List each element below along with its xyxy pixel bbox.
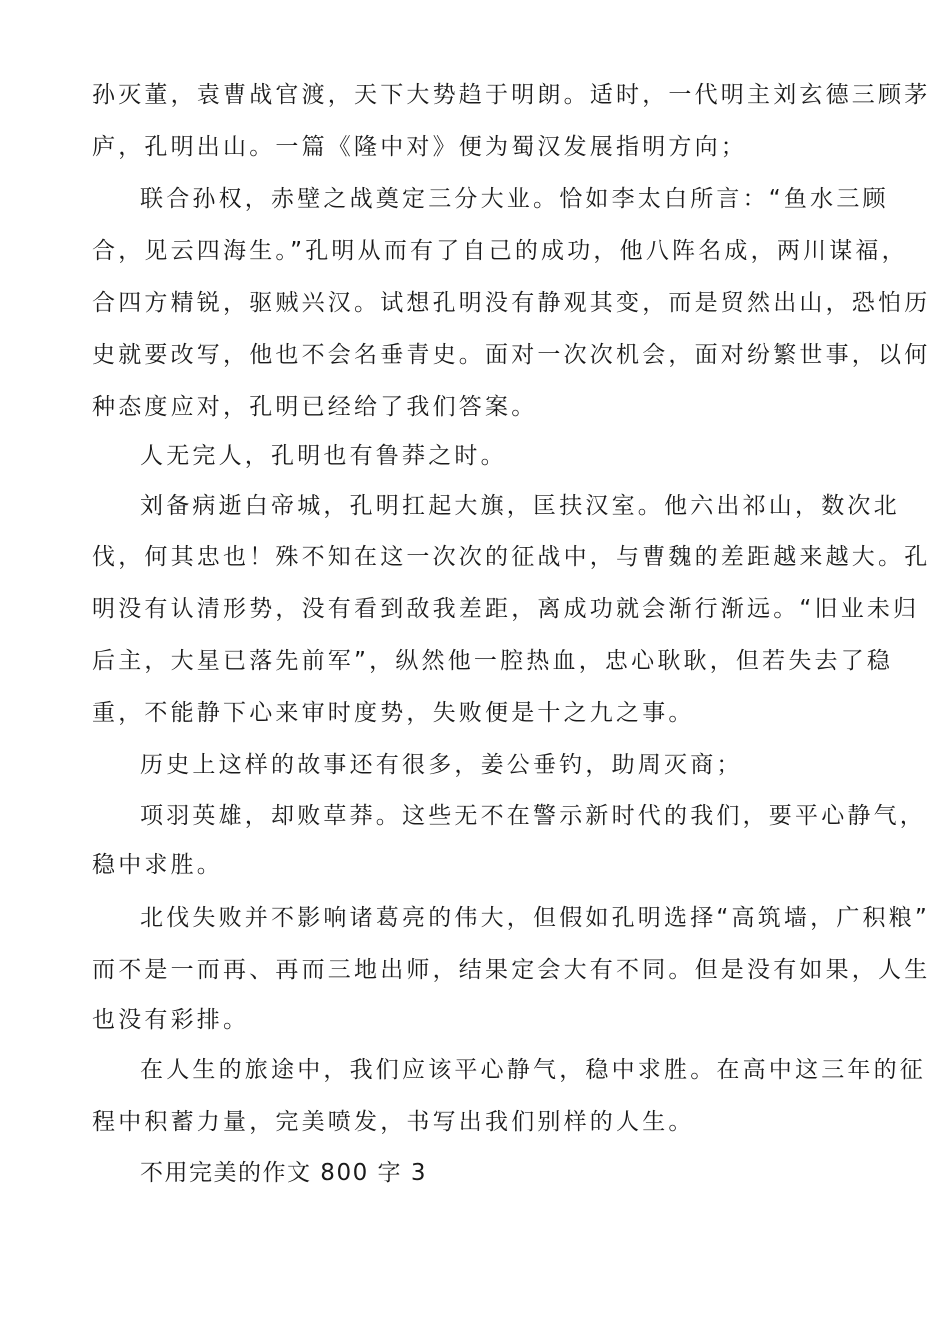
text-line: 在人生的旅途中，我们应该平心静气，稳中求胜。在高中这三年的征 [140,1057,926,1083]
text-line: 合，见云四海生。”孔明从而有了自己的成功，他八阵名成，两川谋福， [92,238,908,264]
text-line: 伐，何其忠也！殊不知在这一次次的征战中，与曹魏的差距越来越大。孔 [92,544,931,570]
text-line: 刘备病逝白帝城，孔明扛起大旗，匡扶汉室。他六出祁山，数次北 [140,493,900,519]
text-line: 程中积蓄力量，完美喷发，书写出我们别样的人生。 [92,1109,695,1135]
text-line: 北伐失败并不影响诸葛亮的伟大，但假如孔明选择“高筑墙，广积粮” [140,905,931,931]
text-line: 后主，大星已落先前军”，纵然他一腔热血，忠心耿耿，但若失去了稳 [92,648,894,674]
section-heading: 不用完美的作文 800 字 3 [140,1160,427,1186]
text-line: 明没有认清形势，没有看到敌我差距，离成功就会渐行渐远。“旧业未归 [92,596,920,622]
text-line: 种态度应对，孔明已经给了我们答案。 [92,394,538,420]
text-line: 稳中求胜。 [92,852,223,878]
text-line: 庐，孔明出山。一篇《隆中对》便为蜀汉发展指明方向； [92,134,747,160]
text-line: 重，不能静下心来审时度势，失败便是十之九之事。 [92,700,695,726]
text-line: 人无完人，孔明也有鲁莽之时。 [140,443,507,469]
text-line: 联合孙权，赤壁之战奠定三分大业。恰如李太白所言：“鱼水三顾 [140,186,889,212]
text-line: 也没有彩排。 [92,1007,250,1033]
text-line: 孙灭董，袁曹战官渡，天下大势趋于明朗。适时，一代明主刘玄德三顾茅 [92,82,931,108]
text-line: 项羽英雄，却败草莽。这些无不在警示新时代的我们，要平心静气， [140,803,926,829]
text-line: 史就要改写，他也不会名垂青史。面对一次次机会，面对纷繁世事，以何 [92,342,931,368]
text-line: 合四方精锐，驱贼兴汉。试想孔明没有静观其变，而是贸然出山，恐怕历 [92,290,931,316]
text-line: 历史上这样的故事还有很多，姜公垂钓，助周灭商； [140,752,743,778]
text-line: 而不是一而再、再而三地出师，结果定会大有不同。但是没有如果，人生 [92,957,931,983]
